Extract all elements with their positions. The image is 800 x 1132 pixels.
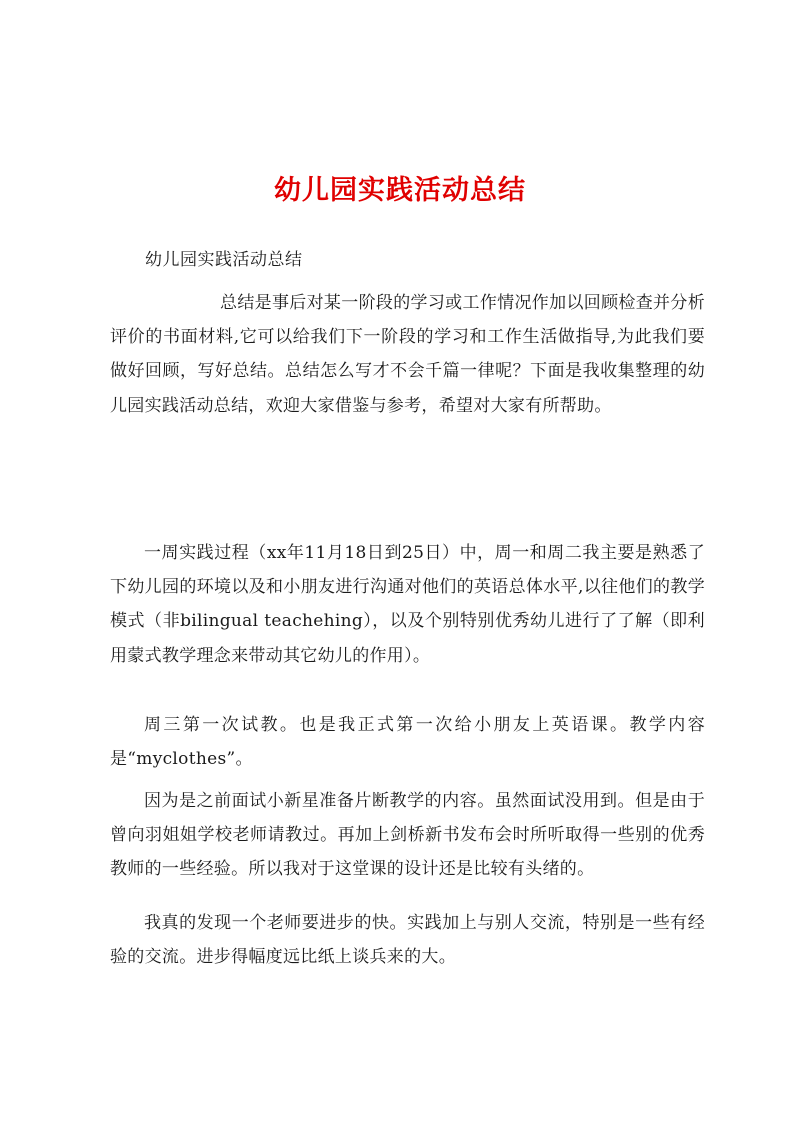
document-title: 幼儿园实践活动总结: [274, 175, 526, 206]
paragraph-intro: 总结是事后对某一阶段的学习或工作情况作加以回顾检查并分析评价的书面材料,它可以给我们下一阶段的学习和工作生活做指导,为此我们要做好回顾，写好总结。总结怎么写才不会千篇一律呢？下面是我收集整理的幼儿园实践活动总结，欢迎大家借鉴与参考，希望对大家有所帮助。: [110, 293, 705, 416]
paragraph-preparation: 因为是之前面试小新星准备片断教学的内容。虽然面试没用到。但是由于曾向羽姐姐学校老师请教过。再加上剑桥新书发布会时所听取得一些别的优秀教师的一些经验。所以我对于这堂课的设计还是比较有头绪的。: [110, 791, 705, 880]
paragraph-first-trial: 周三第一次试教。也是我正式第一次给小朋友上英语课。教学内容是“myclothes”。: [110, 715, 705, 770]
paragraph-week-practice: 一周实践过程（xx年11月18日到25日）中，周一和周二我主要是熟悉了下幼儿园的环境以及和小朋友进行沟通对他们的英语总体水平,以往他们的教学模式（非bilingual teachehing），以及个别特别优秀幼儿进行了了解（即利用蒙式教学理念来带动其它幼儿的作用）。: [110, 543, 705, 666]
document-subtitle: 幼儿园实践活动总结: [145, 250, 303, 270]
paragraph-reflection: 我真的发现一个老师要进步的快。实践加上与别人交流，特别是一些有经验的交流。进步得幅度远比纸上谈兵来的大。: [110, 913, 705, 968]
